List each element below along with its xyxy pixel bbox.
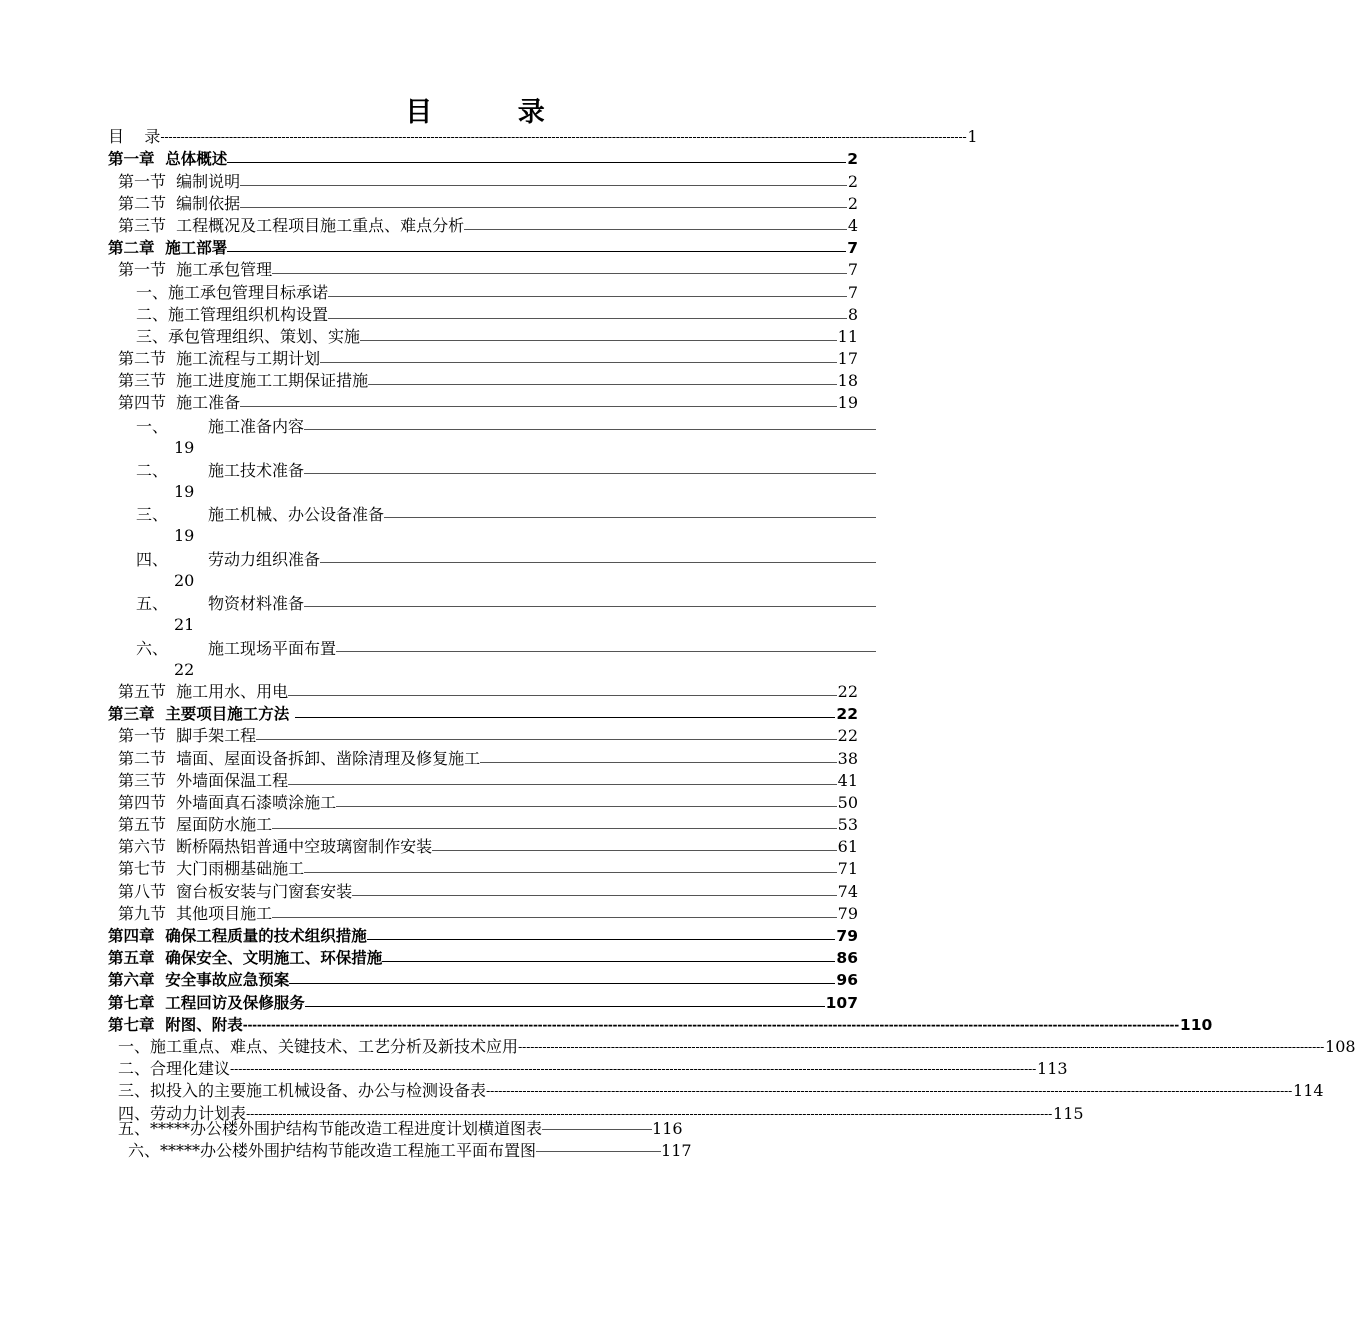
toc-entry-number: 五、: [136, 594, 169, 614]
toc-leader: [304, 418, 876, 430]
toc-leader: [536, 1151, 661, 1152]
toc-page-number: 7: [847, 260, 858, 280]
toc-entry[interactable]: [108, 148, 858, 170]
toc-leader: [272, 906, 836, 918]
toc-entry-title: 四、劳动力计划表: [118, 1103, 247, 1123]
toc-page-number: 116: [652, 1119, 683, 1138]
toc-entry-title: 第四节 施工准备: [118, 393, 241, 413]
toc-entry[interactable]: [128, 1138, 692, 1161]
toc-entry-title: 三、承包管理组织、策划、实施: [136, 326, 361, 346]
toc-page-number: 22: [174, 659, 195, 679]
toc-entry-title: 第一章 总体概述: [108, 150, 228, 169]
toc-entry-title: 第三章 主要项目施工方法: [108, 705, 295, 724]
toc-entry-title: 第三节 施工进度施工工期保证措施: [118, 371, 369, 391]
toc-leader: [288, 684, 836, 696]
toc-entry[interactable]: [108, 925, 858, 947]
toc-leader: [432, 839, 836, 851]
toc-page-number: 96: [836, 971, 858, 990]
toc-leader: [367, 928, 836, 940]
toc-entry-title: 第三节 工程概况及工程项目施工重点、难点分析: [118, 215, 465, 235]
toc-leader: [304, 595, 876, 607]
toc-page-number: 17: [837, 349, 858, 369]
toc-page-number: 2: [847, 150, 858, 169]
toc-leader: [227, 151, 846, 163]
toc-page-number: 22: [836, 705, 858, 724]
toc-entry-number: 六、: [136, 638, 169, 658]
toc-entry-title: 第六章 安全事故应急预案: [108, 971, 290, 990]
toc-leader: --------------------------------------------------------------------------------------------------------------------------------------------------------------------------------------------------------: [518, 1039, 1325, 1054]
toc-page-number: 2: [847, 171, 858, 191]
toc-entry-number: 四、: [136, 549, 169, 569]
toc-leader: [336, 795, 836, 807]
toc-page-number: 110: [1179, 1015, 1213, 1034]
toc-leader: [256, 728, 836, 740]
toc-entry-title: 目 录: [108, 127, 161, 147]
toc-entry-title: 三、拟投入的主要施工机械设备、办公与检测设备表: [118, 1081, 487, 1101]
toc-entry[interactable]: [108, 392, 858, 414]
toc-leader: [360, 329, 837, 341]
toc-entry[interactable]: [108, 348, 858, 370]
toc-leader: --------------------------------------------------------------------------------------------------------------------------------------------------------------------------------------------------------: [486, 1084, 1293, 1099]
toc-entry[interactable]: [108, 747, 858, 769]
toc-page-number: 19: [174, 526, 195, 546]
toc-entry[interactable]: [108, 1014, 1213, 1036]
toc-entry[interactable]: [108, 459, 858, 503]
toc-entry[interactable]: [108, 792, 858, 814]
toc-entry[interactable]: [108, 193, 858, 215]
toc-entry-title: 第四章 确保工程质量的技术组织措施: [108, 927, 367, 946]
toc-page-number: 7: [847, 239, 858, 258]
toc-entry[interactable]: [118, 1116, 683, 1139]
toc-leader: [336, 640, 876, 652]
toc-page-number: 114: [1293, 1081, 1324, 1101]
toc-entry-title: 第九节 其他项目施工: [118, 903, 273, 923]
toc-entry-title: 一、施工承包管理目标承诺: [136, 282, 329, 302]
toc-leader: [227, 240, 846, 252]
toc-entry[interactable]: [108, 880, 858, 902]
toc-entry-title: 第一节 编制说明: [118, 171, 241, 191]
toc-page-number: 11: [837, 326, 858, 346]
toc-entry-title: 第三节 外墙面保温工程: [118, 770, 289, 790]
toc-entry[interactable]: [108, 503, 858, 547]
toc-page-number: 74: [837, 881, 858, 901]
toc-leader: [384, 506, 876, 518]
page-title: 目 录: [405, 97, 583, 128]
toc-leader: [480, 751, 836, 763]
toc-entry-title: 第五章 确保安全、文明施工、环保措施: [108, 949, 383, 968]
toc-leader: [272, 817, 836, 829]
toc-entry-title: 劳动力组织准备: [208, 549, 321, 569]
toc-page-number: 108: [1325, 1036, 1356, 1056]
toc-entry-title: 物资材料准备: [208, 594, 305, 614]
toc-leader: --------------------------------------------------------------------------------------------------------------------------------------------------------------------------------------------------------: [230, 1062, 1037, 1077]
toc-leader: [352, 884, 836, 896]
toc-entry-title: 一、施工重点、难点、关键技术、工艺分析及新技术应用: [118, 1036, 519, 1056]
toc-leader: [288, 773, 836, 785]
toc-entry[interactable]: [108, 770, 858, 792]
toc-leader: [464, 218, 847, 230]
toc-leader: [320, 351, 836, 363]
toc-entry-title: 施工技术准备: [208, 461, 305, 481]
toc-page-number: 41: [837, 770, 858, 790]
toc-entry[interactable]: [108, 703, 858, 725]
toc-entry-title: 第五节 施工用水、用电: [118, 681, 289, 701]
toc-entry-title: 第八节 窗台板安装与门窗套安装: [118, 881, 353, 901]
toc-page-number: 53: [837, 815, 858, 835]
toc-entry[interactable]: [108, 326, 858, 348]
toc-entry[interactable]: [108, 126, 978, 148]
toc-page-number: 79: [837, 903, 858, 923]
toc-leader: [368, 373, 836, 385]
toc-entry-title: 二、施工管理组织机构设置: [136, 304, 329, 324]
toc-entry-title: 施工机械、办公设备准备: [208, 505, 385, 525]
toc-leader: [240, 395, 836, 407]
toc-page-number: 86: [836, 949, 858, 968]
toc-entry-title: 第二节 施工流程与工期计划: [118, 349, 321, 369]
toc-page-number: 71: [837, 859, 858, 879]
toc-leader: [304, 462, 876, 474]
toc-entry[interactable]: [108, 281, 858, 303]
toc-entry[interactable]: [108, 370, 858, 392]
toc-entry[interactable]: [108, 836, 858, 858]
toc-entry[interactable]: [108, 858, 858, 880]
toc-entry-title: 第一节 脚手架工程: [118, 726, 257, 746]
toc-entry-title: 第二节 墙面、屋面设备拆卸、凿除清理及修复施工: [118, 748, 481, 768]
toc-entry-title: 施工准备内容: [208, 416, 305, 436]
toc-page-number: 107: [825, 993, 858, 1012]
table-of-contents: [108, 126, 1356, 1125]
toc-page-number: 19: [174, 482, 195, 502]
toc-leader: [328, 285, 847, 297]
toc-page-number: 79: [836, 927, 858, 946]
toc-entry[interactable]: [108, 814, 858, 836]
toc-leader: [304, 861, 836, 873]
toc-entry-title: 施工现场平面布置: [208, 638, 337, 658]
toc-entry-title: 二、合理化建议: [118, 1059, 231, 1079]
toc-entry-title: 第一节 施工承包管理: [118, 260, 273, 280]
toc-page-number: 19: [174, 437, 195, 457]
toc-entry[interactable]: [108, 304, 858, 326]
toc-page-number: 22: [837, 726, 858, 746]
toc-leader: [328, 307, 847, 319]
toc-leader: --------------------------------------------------------------------------------------------------------------------------------------------------------------------------------------------------------: [242, 1017, 1179, 1032]
toc-entry-title: 第二节 编制依据: [118, 193, 241, 213]
toc-page-number: 2: [847, 193, 858, 213]
toc-page-number: 115: [1053, 1103, 1084, 1123]
toc-entry-number: 三、: [136, 505, 169, 525]
toc-page-number: 61: [837, 837, 858, 857]
toc-page-number: 8: [847, 304, 858, 324]
toc-page-number: 18: [837, 371, 858, 391]
toc-entry-title: 第七节 大门雨棚基础施工: [118, 859, 305, 879]
toc-entry[interactable]: [108, 259, 858, 281]
toc-entry[interactable]: [108, 991, 858, 1013]
toc-entry[interactable]: [108, 1036, 1356, 1058]
toc-entry[interactable]: [108, 725, 858, 747]
toc-entry[interactable]: [108, 592, 858, 636]
toc-page-number: 50: [837, 792, 858, 812]
toc-leader: [382, 950, 835, 962]
toc-entry[interactable]: [108, 414, 858, 458]
toc-entry[interactable]: [108, 237, 858, 259]
toc-leader: [240, 196, 847, 208]
toc-entry[interactable]: [108, 636, 858, 680]
toc-leader: [295, 706, 836, 718]
toc-leader: --------------------------------------------------------------------------------------------------------------------------------------------------------------------------------------------------------: [246, 1106, 1053, 1121]
toc-entry[interactable]: [108, 548, 858, 592]
toc-page-number: 20: [174, 570, 195, 590]
toc-leader: [289, 972, 835, 984]
toc-entry-title: 第七章 工程回访及保修服务: [108, 993, 305, 1012]
toc-entry-title: 第四节 外墙面真石漆喷涂施工: [118, 792, 337, 812]
toc-entry-number: 一、: [136, 416, 169, 436]
toc-leader: [305, 995, 825, 1007]
toc-entry-title: 第五节 屋面防水施工: [118, 815, 273, 835]
toc-entry[interactable]: [108, 170, 858, 192]
toc-page-number: 4: [847, 215, 858, 235]
toc-page-number: 22: [837, 681, 858, 701]
toc-leader: [240, 174, 847, 186]
toc-page-number: 38: [837, 748, 858, 768]
toc-entry[interactable]: [108, 681, 858, 703]
toc-leader: [542, 1129, 652, 1130]
toc-entry[interactable]: [108, 215, 858, 237]
toc-page-number: 7: [847, 282, 858, 302]
toc-page-number: 113: [1037, 1059, 1068, 1079]
toc-entry-title: 六、*****办公楼外围护结构节能改造工程施工平面布置图: [128, 1141, 537, 1161]
toc-entry[interactable]: [108, 969, 858, 991]
toc-page-number: 21: [174, 615, 195, 635]
toc-entry[interactable]: [108, 1080, 1324, 1102]
toc-page-number: 1: [967, 127, 978, 147]
toc-page-number: 19: [837, 393, 858, 413]
toc-entry[interactable]: [108, 947, 858, 969]
toc-entry[interactable]: [108, 903, 858, 925]
toc-leader: [320, 551, 876, 563]
toc-entry-number: 二、: [136, 461, 169, 481]
toc-entry-title: 第二章 施工部署: [108, 239, 228, 258]
toc-entry-title: 五、*****办公楼外围护结构节能改造工程进度计划横道图表: [118, 1119, 543, 1138]
toc-leader: --------------------------------------------------------------------------------------------------------------------------------------------------------------------------------------------------------: [160, 130, 967, 145]
toc-page-number: 117: [661, 1141, 692, 1161]
toc-entry[interactable]: [108, 1058, 1068, 1080]
toc-leader: [272, 262, 847, 274]
toc-entry-title: 第七章 附图、附表: [108, 1015, 243, 1034]
toc-entry-title: 第六节 断桥隔热铝普通中空玻璃窗制作安装: [118, 837, 433, 857]
